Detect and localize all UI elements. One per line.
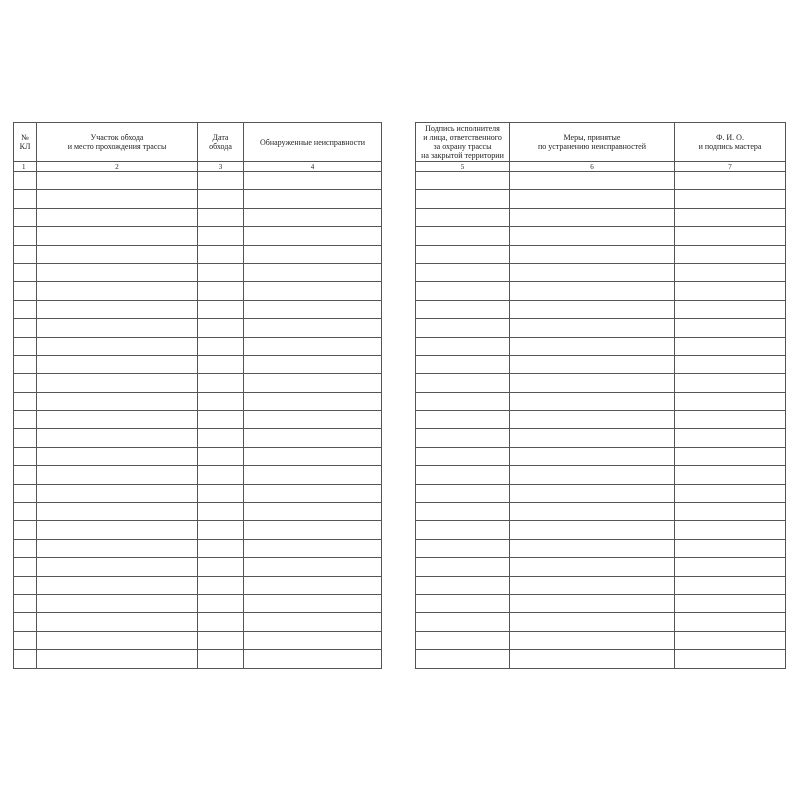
table-row (14, 355, 382, 373)
table-row (416, 447, 786, 465)
table-cell[interactable] (198, 227, 244, 245)
table-row (14, 190, 382, 208)
table-cell[interactable] (675, 190, 786, 208)
header-route-section: Участок обхода и место прохождения трассы (37, 123, 198, 162)
table-cell[interactable] (416, 503, 510, 521)
table-row (14, 208, 382, 226)
table-cell[interactable] (37, 447, 198, 465)
table-cell[interactable] (510, 539, 675, 557)
table-cell[interactable] (198, 650, 244, 668)
table-cell[interactable] (14, 484, 37, 502)
column-number-7: 7 (675, 162, 786, 172)
table-cell[interactable] (244, 337, 382, 355)
table-cell[interactable] (244, 558, 382, 576)
table-row (14, 337, 382, 355)
table-cell[interactable] (244, 355, 382, 373)
table-cell[interactable] (510, 227, 675, 245)
table-cell[interactable] (416, 411, 510, 429)
table-cell[interactable] (37, 613, 198, 631)
table-row (14, 172, 382, 190)
table-row (14, 539, 382, 557)
column-number-3: 3 (198, 162, 244, 172)
table-cell[interactable] (198, 282, 244, 300)
table-cell[interactable] (198, 190, 244, 208)
table-row (416, 172, 786, 190)
table-cell[interactable] (510, 337, 675, 355)
table-cell[interactable] (198, 374, 244, 392)
table-cell[interactable] (675, 558, 786, 576)
table-cell[interactable] (14, 576, 37, 594)
table-cell[interactable] (37, 576, 198, 594)
table-cell[interactable] (198, 576, 244, 594)
table-cell[interactable] (37, 245, 198, 263)
table-cell[interactable] (37, 650, 198, 668)
table-cell[interactable] (14, 319, 37, 337)
table-cell[interactable] (675, 613, 786, 631)
table-cell[interactable] (510, 411, 675, 429)
table-row (14, 521, 382, 539)
table-row (416, 521, 786, 539)
table-cell[interactable] (416, 576, 510, 594)
table-cell[interactable] (675, 411, 786, 429)
table-cell[interactable] (675, 447, 786, 465)
table-cell[interactable] (244, 539, 382, 557)
table-cell[interactable] (244, 447, 382, 465)
table-cell[interactable] (510, 521, 675, 539)
table-cell[interactable] (244, 208, 382, 226)
table-cell[interactable] (510, 650, 675, 668)
table-cell[interactable] (37, 594, 198, 612)
table-cell[interactable] (675, 172, 786, 190)
table-row (14, 263, 382, 281)
table-cell[interactable] (37, 539, 198, 557)
table-cell[interactable] (510, 172, 675, 190)
table-cell[interactable] (198, 411, 244, 429)
table-cell[interactable] (675, 374, 786, 392)
table-cell[interactable] (510, 576, 675, 594)
table-cell[interactable] (675, 484, 786, 502)
table-cell[interactable] (198, 245, 244, 263)
header-signature-responsible: Подпись исполнителя и лица, ответственного за охрану трассы на закрытой территории (416, 123, 510, 162)
table-cell[interactable] (198, 337, 244, 355)
table-cell[interactable] (416, 300, 510, 318)
table-cell[interactable] (416, 392, 510, 410)
table-cell[interactable] (37, 631, 198, 649)
table-cell[interactable] (14, 650, 37, 668)
table-cell[interactable] (244, 319, 382, 337)
left-column-number-row (14, 162, 382, 172)
table-cell[interactable] (416, 227, 510, 245)
table-row (14, 429, 382, 447)
table-cell[interactable] (14, 466, 37, 484)
table-cell[interactable] (510, 355, 675, 373)
table-row (416, 484, 786, 502)
table-cell[interactable] (14, 521, 37, 539)
table-cell[interactable] (416, 521, 510, 539)
table-cell[interactable] (14, 631, 37, 649)
table-row (14, 300, 382, 318)
table-row (416, 227, 786, 245)
table-cell[interactable] (244, 392, 382, 410)
table-cell[interactable] (416, 337, 510, 355)
table-cell[interactable] (198, 172, 244, 190)
table-row (416, 411, 786, 429)
table-cell[interactable] (510, 429, 675, 447)
table-cell[interactable] (198, 503, 244, 521)
table-cell[interactable] (675, 263, 786, 281)
table-row (416, 190, 786, 208)
table-cell[interactable] (510, 558, 675, 576)
table-cell[interactable] (416, 282, 510, 300)
table-row (416, 613, 786, 631)
table-row (14, 411, 382, 429)
table-cell[interactable] (198, 631, 244, 649)
table-cell[interactable] (198, 613, 244, 631)
right-log-table (415, 122, 786, 669)
table-cell[interactable] (675, 392, 786, 410)
column-number-2: 2 (37, 162, 198, 172)
table-row (14, 374, 382, 392)
table-cell[interactable] (14, 227, 37, 245)
table-cell[interactable] (14, 355, 37, 373)
column-number-5: 5 (416, 162, 510, 172)
table-cell[interactable] (244, 503, 382, 521)
table-row (14, 282, 382, 300)
table-cell[interactable] (244, 466, 382, 484)
table-cell[interactable] (244, 650, 382, 668)
table-row (416, 337, 786, 355)
table-cell[interactable] (198, 447, 244, 465)
table-cell[interactable] (14, 392, 37, 410)
table-row (416, 374, 786, 392)
table-row (416, 245, 786, 263)
table-cell[interactable] (37, 208, 198, 226)
table-cell[interactable] (416, 319, 510, 337)
table-row (416, 300, 786, 318)
table-cell[interactable] (416, 429, 510, 447)
table-row (416, 355, 786, 373)
table-cell[interactable] (675, 576, 786, 594)
table-cell[interactable] (510, 447, 675, 465)
header-master-signature: Ф. И. О. и подпись мастера (675, 123, 786, 162)
table-cell[interactable] (675, 355, 786, 373)
table-cell[interactable] (14, 613, 37, 631)
right-column-number-row (416, 162, 786, 172)
table-cell[interactable] (244, 484, 382, 502)
table-cell[interactable] (37, 355, 198, 373)
table-cell[interactable] (416, 263, 510, 281)
table-cell[interactable] (198, 392, 244, 410)
table-cell[interactable] (198, 594, 244, 612)
table-cell[interactable] (416, 539, 510, 557)
table-row (416, 466, 786, 484)
table-cell[interactable] (244, 300, 382, 318)
table-cell[interactable] (675, 227, 786, 245)
left-table-body (14, 172, 382, 669)
table-cell[interactable] (244, 521, 382, 539)
header-kl-number: № КЛ (14, 123, 37, 162)
table-cell[interactable] (37, 521, 198, 539)
table-cell[interactable] (244, 172, 382, 190)
table-cell[interactable] (244, 576, 382, 594)
table-cell[interactable] (244, 227, 382, 245)
table-cell[interactable] (198, 539, 244, 557)
table-cell[interactable] (416, 355, 510, 373)
table-cell[interactable] (37, 392, 198, 410)
table-row (416, 263, 786, 281)
table-cell[interactable] (675, 521, 786, 539)
table-cell[interactable] (510, 282, 675, 300)
table-row (14, 466, 382, 484)
table-row (416, 208, 786, 226)
table-cell[interactable] (510, 392, 675, 410)
table-cell[interactable] (416, 484, 510, 502)
table-cell[interactable] (14, 263, 37, 281)
table-cell[interactable] (198, 521, 244, 539)
table-cell[interactable] (37, 263, 198, 281)
table-cell[interactable] (37, 466, 198, 484)
table-cell[interactable] (14, 172, 37, 190)
table-cell[interactable] (416, 631, 510, 649)
table-cell[interactable] (37, 172, 198, 190)
table-row (14, 484, 382, 502)
table-cell[interactable] (14, 190, 37, 208)
table-row (14, 392, 382, 410)
table-cell[interactable] (510, 190, 675, 208)
table-row (14, 447, 382, 465)
table-cell[interactable] (14, 411, 37, 429)
table-cell[interactable] (37, 282, 198, 300)
table-cell[interactable] (244, 245, 382, 263)
table-row (416, 650, 786, 668)
column-number-1: 1 (14, 162, 37, 172)
table-cell[interactable] (198, 466, 244, 484)
left-header-row (14, 123, 382, 162)
header-detected-faults: Обнаруженные неисправности (244, 123, 382, 162)
table-cell[interactable] (510, 466, 675, 484)
table-cell[interactable] (37, 190, 198, 208)
table-row (416, 631, 786, 649)
table-cell[interactable] (244, 613, 382, 631)
table-row (14, 650, 382, 668)
header-inspection-date: Дата обхода (198, 123, 244, 162)
table-cell[interactable] (675, 503, 786, 521)
table-cell[interactable] (198, 263, 244, 281)
left-page (13, 122, 382, 669)
table-row (416, 558, 786, 576)
table-cell[interactable] (510, 613, 675, 631)
table-cell[interactable] (675, 245, 786, 263)
table-cell[interactable] (14, 539, 37, 557)
table-cell[interactable] (510, 300, 675, 318)
table-cell[interactable] (416, 594, 510, 612)
table-cell[interactable] (416, 650, 510, 668)
table-cell[interactable] (675, 594, 786, 612)
table-cell[interactable] (510, 503, 675, 521)
table-cell[interactable] (416, 466, 510, 484)
table-row (14, 613, 382, 631)
table-cell[interactable] (244, 263, 382, 281)
table-cell[interactable] (198, 558, 244, 576)
right-page (415, 122, 786, 669)
left-log-table (13, 122, 382, 669)
table-cell[interactable] (37, 558, 198, 576)
table-cell[interactable] (37, 227, 198, 245)
table-cell[interactable] (244, 429, 382, 447)
table-cell[interactable] (675, 429, 786, 447)
table-cell[interactable] (198, 319, 244, 337)
table-cell[interactable] (37, 503, 198, 521)
table-cell[interactable] (14, 300, 37, 318)
table-cell[interactable] (675, 319, 786, 337)
table-cell[interactable] (198, 208, 244, 226)
table-cell[interactable] (37, 337, 198, 355)
table-cell[interactable] (510, 631, 675, 649)
table-row (416, 392, 786, 410)
table-cell[interactable] (14, 594, 37, 612)
table-row (14, 319, 382, 337)
table-cell[interactable] (198, 484, 244, 502)
right-header-row (416, 123, 786, 162)
table-cell[interactable] (416, 613, 510, 631)
table-cell[interactable] (510, 594, 675, 612)
table-cell[interactable] (244, 594, 382, 612)
table-cell[interactable] (510, 245, 675, 263)
table-cell[interactable] (510, 374, 675, 392)
table-cell[interactable] (198, 429, 244, 447)
table-row (416, 594, 786, 612)
table-cell[interactable] (675, 337, 786, 355)
table-cell[interactable] (244, 282, 382, 300)
table-cell[interactable] (244, 631, 382, 649)
table-row (416, 282, 786, 300)
table-cell[interactable] (416, 245, 510, 263)
table-cell[interactable] (14, 208, 37, 226)
table-cell[interactable] (14, 558, 37, 576)
table-row (14, 227, 382, 245)
table-cell[interactable] (244, 411, 382, 429)
table-row (14, 245, 382, 263)
table-cell[interactable] (675, 631, 786, 649)
table-row (416, 319, 786, 337)
right-table-body (416, 172, 786, 669)
table-cell[interactable] (37, 374, 198, 392)
table-cell[interactable] (37, 300, 198, 318)
table-cell[interactable] (37, 319, 198, 337)
table-row (14, 576, 382, 594)
header-measures-taken: Меры, принятые по устранению неисправностей (510, 123, 675, 162)
table-row (416, 576, 786, 594)
table-cell[interactable] (675, 208, 786, 226)
table-row (416, 539, 786, 557)
table-row (14, 594, 382, 612)
table-cell[interactable] (14, 337, 37, 355)
table-cell[interactable] (416, 172, 510, 190)
table-cell[interactable] (198, 355, 244, 373)
table-cell[interactable] (244, 374, 382, 392)
column-number-4: 4 (244, 162, 382, 172)
table-cell[interactable] (510, 484, 675, 502)
table-cell[interactable] (14, 245, 37, 263)
table-cell[interactable] (14, 374, 37, 392)
table-cell[interactable] (37, 429, 198, 447)
table-cell[interactable] (198, 300, 244, 318)
table-cell[interactable] (14, 447, 37, 465)
table-cell[interactable] (416, 558, 510, 576)
table-row (416, 503, 786, 521)
table-cell[interactable] (675, 282, 786, 300)
table-cell[interactable] (510, 208, 675, 226)
table-cell[interactable] (14, 282, 37, 300)
table-row (14, 631, 382, 649)
table-cell[interactable] (510, 319, 675, 337)
table-cell[interactable] (675, 300, 786, 318)
column-number-6: 6 (510, 162, 675, 172)
table-cell[interactable] (416, 447, 510, 465)
table-cell[interactable] (37, 484, 198, 502)
table-cell[interactable] (416, 208, 510, 226)
table-cell[interactable] (244, 190, 382, 208)
table-cell[interactable] (675, 539, 786, 557)
table-cell[interactable] (416, 190, 510, 208)
table-row (14, 558, 382, 576)
table-cell[interactable] (14, 503, 37, 521)
table-row (416, 429, 786, 447)
table-cell[interactable] (416, 374, 510, 392)
table-cell[interactable] (675, 466, 786, 484)
table-cell[interactable] (14, 429, 37, 447)
table-cell[interactable] (37, 411, 198, 429)
table-cell[interactable] (675, 650, 786, 668)
table-row (14, 503, 382, 521)
table-cell[interactable] (510, 263, 675, 281)
